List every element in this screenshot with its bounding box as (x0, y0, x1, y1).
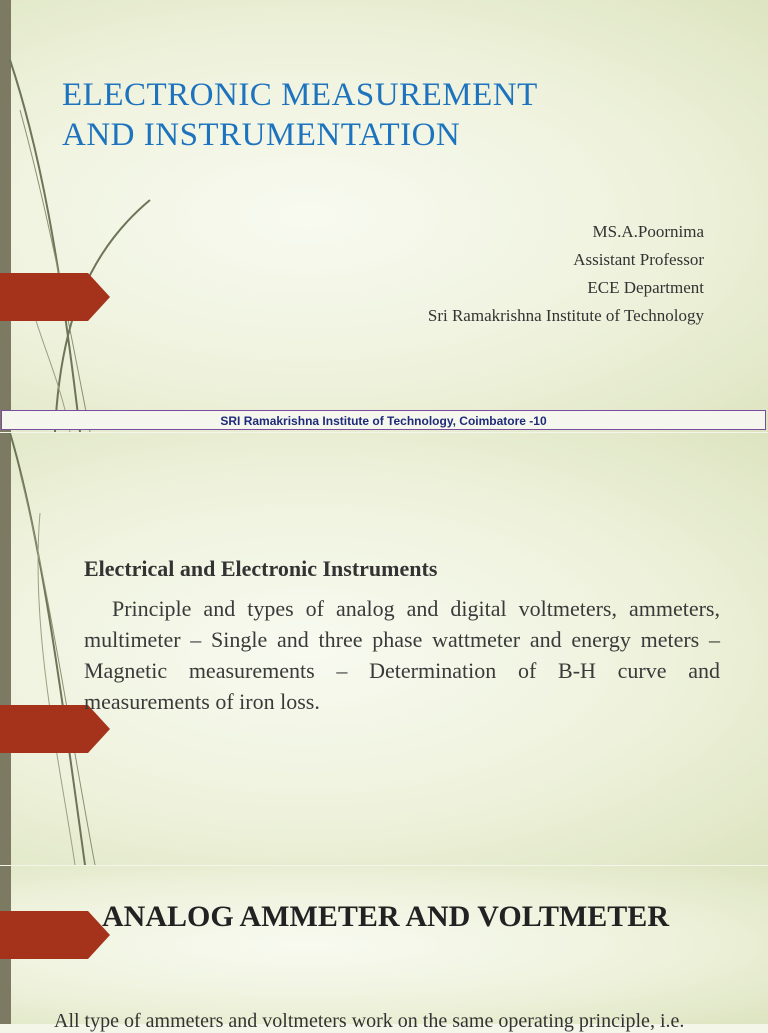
red-arrow-tab (0, 911, 110, 959)
slide-analog-meters (0, 866, 768, 1024)
slide-footer: SRI Ramakrishna Institute of Technology, Coimbatore -10 (1, 410, 766, 430)
author-designation: Assistant Professor (573, 250, 704, 269)
author-block (428, 218, 704, 330)
decorative-curves (0, 0, 200, 432)
title-line-1: ELECTRONIC MEASUREMENT (62, 77, 538, 113)
presentation-title (62, 76, 538, 155)
red-arrow-tab (0, 273, 110, 321)
author-department: ECE Department (587, 278, 704, 297)
author-name: MS.A.Poornima (592, 222, 704, 241)
syllabus-body: Principle and types of analog and digital voltmeters, ammeters, multimeter – Single and three phase wattmeter and energy meters – Magnetic measurements – Determination of B-H curve and measurements of iron loss. (84, 596, 720, 714)
author-institute: Sri Ramakrishna Institute of Technology (427, 306, 704, 325)
syllabus-heading: Electrical and Electronic Instruments (84, 556, 438, 581)
section-title: ANALOG AMMETER AND VOLTMETER (102, 900, 669, 933)
title-line-2: AND INSTRUMENTATION (62, 116, 461, 153)
section-body-text: All type of ammeters and voltmeters work on the same operating principle, i.e. (54, 1010, 685, 1032)
slide-title (0, 0, 768, 432)
